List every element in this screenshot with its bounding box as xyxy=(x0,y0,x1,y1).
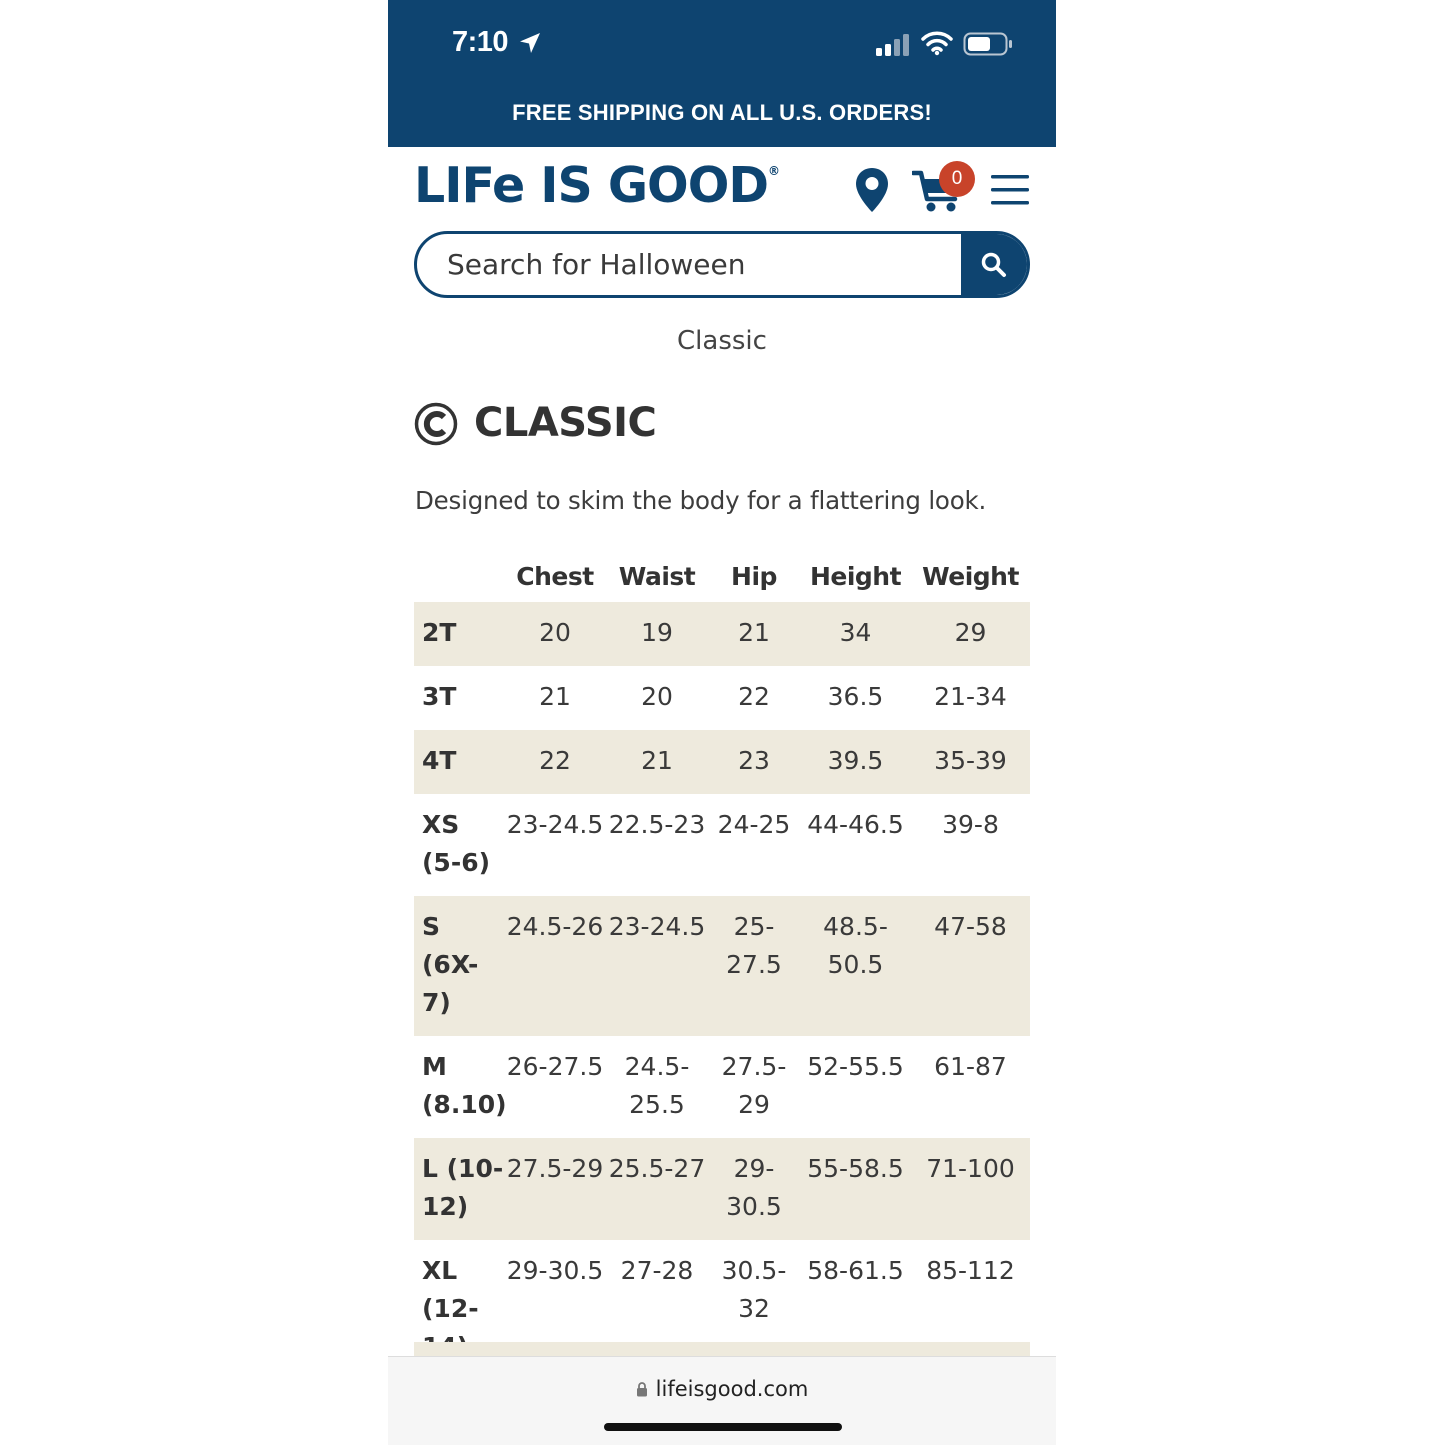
height-cell: 34 xyxy=(800,602,911,666)
size-cell: XS (5-6) xyxy=(422,810,491,877)
chest-cell: 20 xyxy=(504,602,606,666)
column-header-waist: Waist xyxy=(618,561,696,591)
height-cell: 36.5 xyxy=(827,682,884,711)
brand-logo[interactable] xyxy=(414,157,780,214)
search-icon xyxy=(980,251,1008,279)
table-row xyxy=(414,602,1030,666)
chest-cell: 27.5-29 xyxy=(504,1138,606,1240)
table-row xyxy=(414,666,1030,730)
weight-cell: 21-34 xyxy=(934,682,1007,711)
top-bar xyxy=(388,0,1056,147)
size-chart-table xyxy=(414,550,1030,1380)
chest-cell: 22 xyxy=(504,730,606,794)
registered-mark: ® xyxy=(768,164,780,178)
hip-cell: 30.5-32 xyxy=(721,1256,787,1323)
cart-count-badge: 0 xyxy=(939,161,975,197)
cell-signal-icon xyxy=(876,33,912,57)
weight-cell: 29 xyxy=(911,602,1030,666)
location-arrow-icon xyxy=(518,31,542,55)
chest-cell: 24.5-26 xyxy=(504,896,606,1036)
height-cell: 44-46.5 xyxy=(807,810,904,839)
browser-address-bar[interactable] xyxy=(388,1356,1056,1445)
search-bar xyxy=(414,231,1030,298)
hamburger-menu-icon[interactable] xyxy=(991,173,1031,207)
table-row xyxy=(414,1138,1030,1240)
height-cell: 52-55.5 xyxy=(807,1052,904,1081)
table-row xyxy=(414,896,1030,1036)
breadcrumb[interactable]: Classic xyxy=(677,326,767,356)
hip-cell: 24-25 xyxy=(717,810,791,839)
waist-cell: 21 xyxy=(606,730,708,794)
store-locator-pin-icon[interactable] xyxy=(854,167,890,213)
column-header-height: Height xyxy=(809,561,902,591)
phone-screen xyxy=(388,0,1056,1445)
battery-icon xyxy=(963,32,1013,56)
size-cell: M (8.10) xyxy=(422,1052,507,1119)
size-chart-header-row xyxy=(414,550,1030,602)
column-header-size xyxy=(414,550,504,602)
search-button[interactable] xyxy=(961,234,1027,295)
status-time: 7:10 xyxy=(452,26,509,58)
next-table-row-peek xyxy=(414,1342,1030,1356)
hip-cell: 21 xyxy=(708,602,800,666)
url-display[interactable] xyxy=(388,1377,1056,1401)
waist-cell: 27-28 xyxy=(620,1256,694,1285)
column-header-chest: Chest xyxy=(516,561,594,591)
waist-cell: 23-24.5 xyxy=(606,896,708,1036)
waist-cell: 22.5-23 xyxy=(608,810,706,839)
home-indicator[interactable] xyxy=(604,1423,842,1431)
size-cell: S (6X-7) xyxy=(414,896,504,1036)
size-cell: XL (12- xyxy=(422,1256,479,1323)
free-shipping-banner[interactable]: FREE SHIPPING ON ALL U.S. ORDERS! xyxy=(512,100,932,125)
hip-cell: 27.5-29 xyxy=(721,1052,787,1119)
height-cell: 48.5-50.5 xyxy=(800,896,911,1036)
hip-cell: 22 xyxy=(738,682,770,711)
chest-cell: 21 xyxy=(539,682,571,711)
height-cell: 39.5 xyxy=(800,730,911,794)
waist-cell: 20 xyxy=(641,682,673,711)
hip-cell: 29-30.5 xyxy=(708,1138,800,1240)
fit-description: Designed to skim the body for a flattering look. xyxy=(415,486,987,515)
chest-cell: 23-24.5 xyxy=(506,810,604,839)
height-cell: 58-61.5 xyxy=(807,1256,904,1285)
waist-cell: 24.5-25.5 xyxy=(624,1052,690,1119)
waist-cell: 25.5-27 xyxy=(606,1138,708,1240)
table-row xyxy=(414,730,1030,794)
weight-cell: 39-8 xyxy=(942,810,999,839)
site-header xyxy=(388,147,1056,237)
weight-cell: 47-58 xyxy=(911,896,1030,1036)
weight-cell: 85-112 xyxy=(926,1256,1015,1285)
weight-cell: 71-100 xyxy=(911,1138,1030,1240)
table-row xyxy=(414,1036,1030,1138)
size-cell: 2T xyxy=(414,602,504,666)
wifi-icon xyxy=(921,30,953,56)
brand-logo-text: LIFe IS GOOD xyxy=(414,157,769,214)
chest-cell: 26-27.5 xyxy=(506,1052,604,1081)
fit-title: CLASSIC xyxy=(474,400,657,446)
size-cell: 4T xyxy=(414,730,504,794)
classic-fit-c-icon xyxy=(414,402,458,446)
size-cell: L (10-12) xyxy=(414,1138,504,1240)
url-text: lifeisgood.com xyxy=(655,1377,809,1401)
column-header-hip: Hip xyxy=(731,561,777,591)
height-cell: 55-58.5 xyxy=(800,1138,911,1240)
hip-cell: 25-27.5 xyxy=(708,896,800,1036)
hip-cell: 23 xyxy=(708,730,800,794)
weight-cell: 35-39 xyxy=(911,730,1030,794)
lock-icon xyxy=(636,1382,648,1397)
size-cell: 3T xyxy=(422,682,457,711)
search-input[interactable] xyxy=(447,234,947,295)
chest-cell: 29-30.5 xyxy=(506,1256,604,1285)
weight-cell: 61-87 xyxy=(934,1052,1007,1081)
column-header-weight: Weight xyxy=(922,561,1019,591)
table-row xyxy=(414,794,1030,896)
waist-cell: 19 xyxy=(606,602,708,666)
